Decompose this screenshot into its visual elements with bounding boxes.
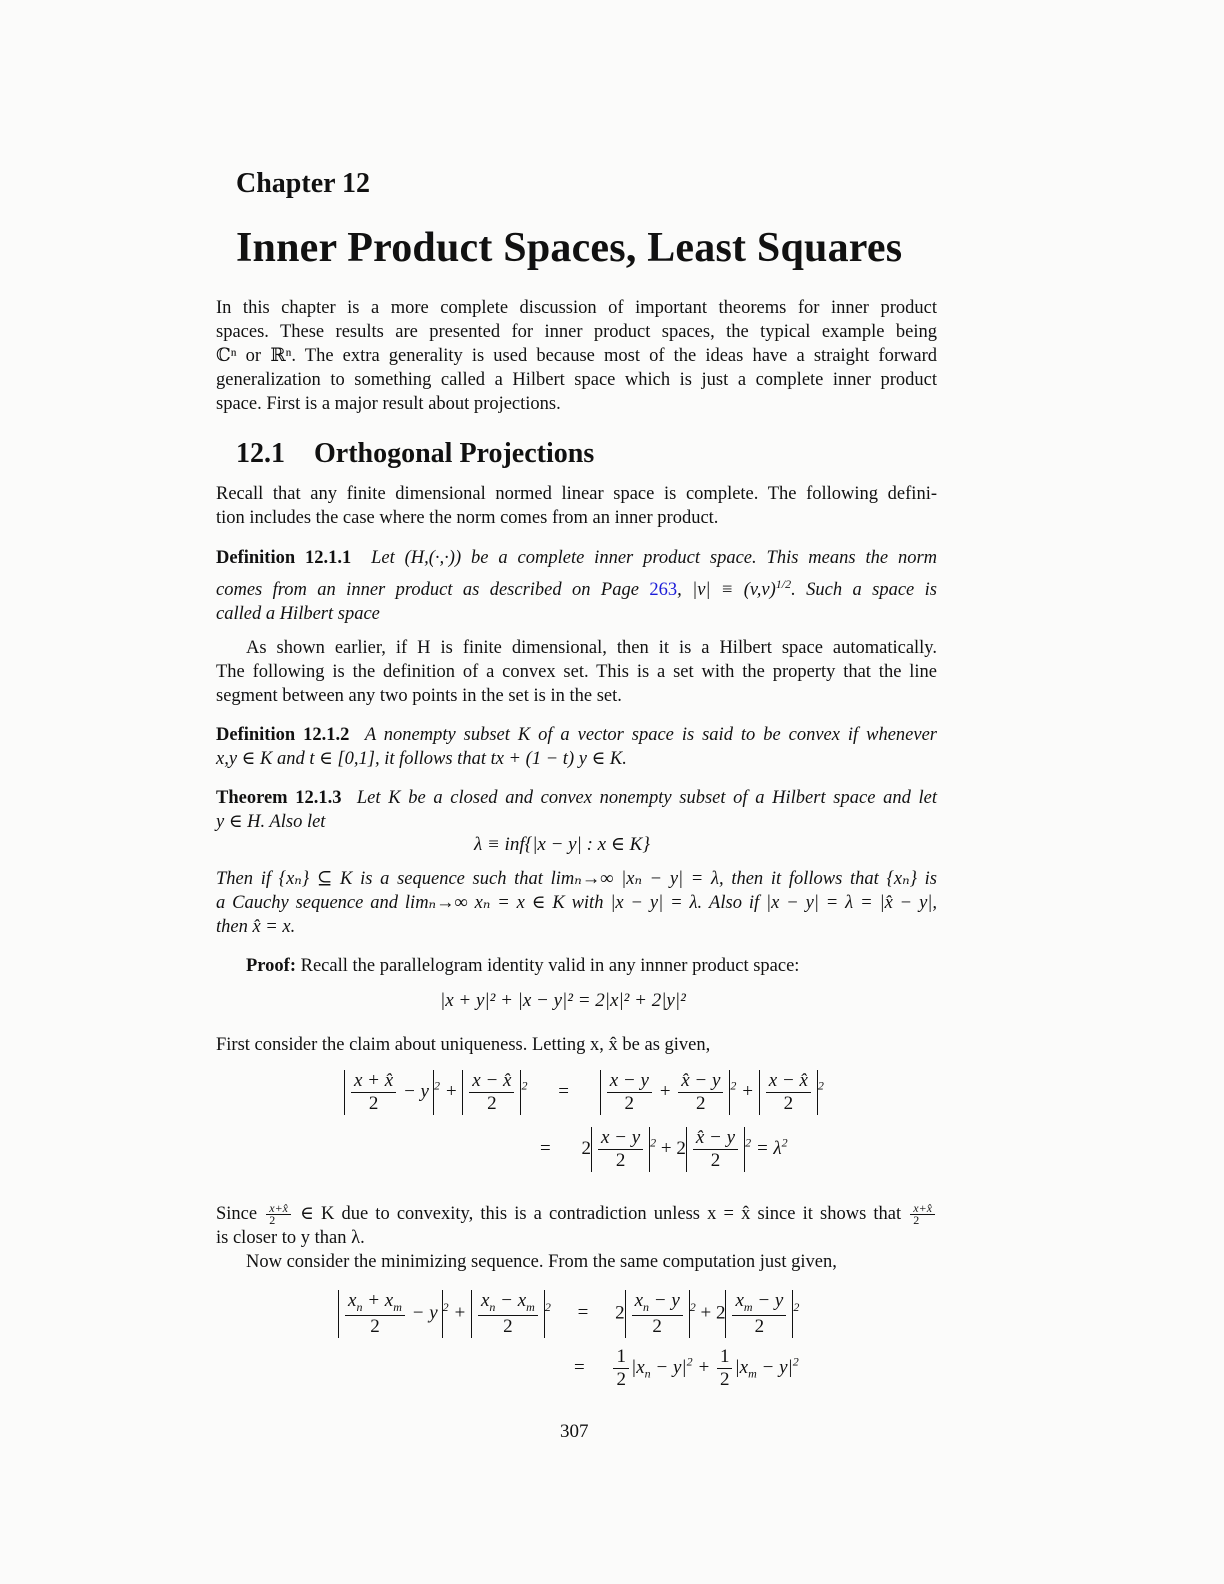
norm-term: $\frac{x + x̂}{2}$ − y xyxy=(344,1070,434,1115)
intro-paragraph xyxy=(216,296,937,416)
sequence-equation-row-1: $\frac{x_n + x_m}{2}$ − y $^2$ + $\frac{x_n - x_m}{2}$ $^2$ = 2 $\frac{x_n - y}{2}$ $^2$ + 2 $\frac{x_m - y}{2}$ $^2$ xyxy=(338,1290,799,1338)
lambda-definition: λ ≡ inf{|x − y| : x ∈ K} xyxy=(474,834,650,855)
section-number: 12.1 xyxy=(236,438,285,469)
section-title: Orthogonal Projections xyxy=(314,438,595,469)
paragraph-text: Since xyxy=(216,1204,258,1224)
definition-text: , |v| ≡ (v,v) xyxy=(677,580,776,601)
norm-term: $\frac{x - x̂}{2}$ xyxy=(759,1070,818,1115)
paragraph-line: segment between any two points in the set is in the set. xyxy=(216,686,622,706)
paragraph-line: The following is the definition of a convex set. This is a set with the property that the line xyxy=(216,662,937,682)
theorem-line: then x̂ = x. xyxy=(216,917,296,937)
intro-line: generalization to something called a Hilbert space which is just a complete inner product xyxy=(216,370,937,390)
definition-line xyxy=(216,546,937,570)
definition-12-1-2 xyxy=(216,723,937,771)
definition-line: x,y ∈ K and t ∈ [0,1], it follows that tx + (1 − t) y ∈ K. xyxy=(216,749,627,769)
fraction: $\frac{x+x̂}{2}$ xyxy=(266,1203,291,1226)
definition-text: comes from an inner product as described on Page xyxy=(216,580,650,601)
norm-term: $\frac{x - y}{2}$ xyxy=(591,1127,650,1172)
norm-term: $\frac{x_n - x_m}{2}$ xyxy=(471,1290,545,1338)
norm-term: $\frac{x̂ - y}{2}$ xyxy=(686,1127,745,1172)
definition-12-1-1 xyxy=(216,546,937,626)
page-number: 307 xyxy=(560,1421,589,1442)
contradiction-paragraph xyxy=(216,1202,937,1274)
convex-intro-paragraph xyxy=(216,636,937,708)
chapter-label: Chapter 12 xyxy=(236,168,371,199)
norm-term: $\frac{x_m - y}{2}$ xyxy=(725,1290,793,1338)
section-heading xyxy=(236,438,594,470)
proof-text: Recall the parallelogram identity valid in any innner product space: xyxy=(300,956,800,976)
uniqueness-equation-row-1: $\frac{x + x̂}{2}$ − y $^2$ + $\frac{x - x̂}{2}$ $^2$ = $\frac{x - y}{2}$ + $\frac{x̂ - y}{2}$ $^2$ + $\frac{x - x̂}{2}$ $^2$ xyxy=(344,1070,824,1115)
norm-term: $\frac{x_n + x_m}{2}$ − y xyxy=(338,1290,443,1338)
theorem-line: Then if {xₙ} ⊆ K is a sequence such that limₙ→∞ |xₙ − y| = λ, then it follows that {xₙ} is xyxy=(216,869,937,889)
parallelogram-identity: |x + y|² + |x − y|² = 2|x|² + 2|y|² xyxy=(440,990,686,1011)
definition-text: A nonempty subset K of a vector space is said to be convex if whenever xyxy=(364,725,937,745)
theorem-text: Let K be a closed and convex nonempty subset of a Hilbert space and let xyxy=(356,788,937,808)
paragraph-text: ∈ K due to convexity, this is a contradiction unless x = x̂ since it shows that xyxy=(300,1204,902,1224)
theorem-label: Theorem 12.1.3 xyxy=(216,788,342,808)
paragraph-line: Now consider the minimizing sequence. From the same computation just given, xyxy=(246,1252,837,1273)
theorem-12-1-3 xyxy=(216,786,937,834)
chapter-title: Inner Product Spaces, Least Squares xyxy=(236,225,903,271)
lead-line: Recall that any finite dimensional normed linear space is complete. The following defini- xyxy=(216,484,937,504)
norm-term: $\frac{x_n - y}{2}$ xyxy=(625,1290,690,1338)
norm-term: $\frac{x - y}{2}$ + $\frac{x̂ - y}{2}$ xyxy=(600,1070,731,1115)
definition-label: Definition 12.1.1 xyxy=(216,548,352,568)
proof-label: Proof: xyxy=(246,956,296,976)
theorem-conclusion xyxy=(216,867,937,939)
sequence-equation-row-2: = $\frac{1}{2}$ $|x_n - y|^2$ + $\frac{1}{2}$ $|x_m - y|^2$ xyxy=(574,1346,799,1390)
definition-text: . Such a space is xyxy=(791,580,937,601)
theorem-line: a Cauchy sequence and limₙ→∞ xₙ = x ∈ K with |x − y| = λ. Also if |x − y| = λ = |x̂ − y|, xyxy=(216,893,937,913)
fraction: $\frac{x+x̂}{2}$ xyxy=(910,1203,935,1226)
intro-line: ℂⁿ or ℝⁿ. The extra generality is used because most of the ideas have a straight forward xyxy=(216,346,937,366)
intro-line: In this chapter is a more complete discussion of important theorems for inner product xyxy=(216,298,937,318)
definition-text: Let (H,(·,·)) be a complete inner product space. This means the norm xyxy=(371,548,938,568)
intro-line: spaces. These results are presented for inner product spaces, the typical example being xyxy=(216,322,937,342)
definition-line: called a Hilbert space xyxy=(216,604,380,625)
definition-line xyxy=(216,723,937,747)
theorem-line: y ∈ H. Also let xyxy=(216,812,326,832)
definition-line xyxy=(216,572,937,602)
paragraph-line: is closer to y than λ. xyxy=(216,1228,365,1249)
proof-line xyxy=(216,954,937,978)
paragraph-line xyxy=(216,1202,937,1226)
lead-line: tion includes the case where the norm comes from an inner product. xyxy=(216,508,719,528)
theorem-line xyxy=(216,786,937,810)
section-lead xyxy=(216,482,937,530)
uniqueness-equation-row-2: = 2 $\frac{x - y}{2}$ $^2$ + 2 $\frac{x̂ - y}{2}$ $^2 = \lambda^2$ xyxy=(540,1127,788,1171)
intro-line: space. First is a major result about projections. xyxy=(216,394,561,414)
proof-start xyxy=(216,954,937,978)
page-link[interactable]: 263 xyxy=(649,580,678,601)
definition-label: Definition 12.1.2 xyxy=(216,725,350,745)
uniqueness-line: First consider the claim about uniqueness. Letting x, x̂ be as given, xyxy=(216,1035,711,1055)
norm-term: $\frac{x - x̂}{2}$ xyxy=(462,1070,521,1115)
paragraph-line: As shown earlier, if H is finite dimensional, then it is a Hilbert space automatically. xyxy=(246,638,937,658)
exponent: 1/2 xyxy=(775,577,792,591)
